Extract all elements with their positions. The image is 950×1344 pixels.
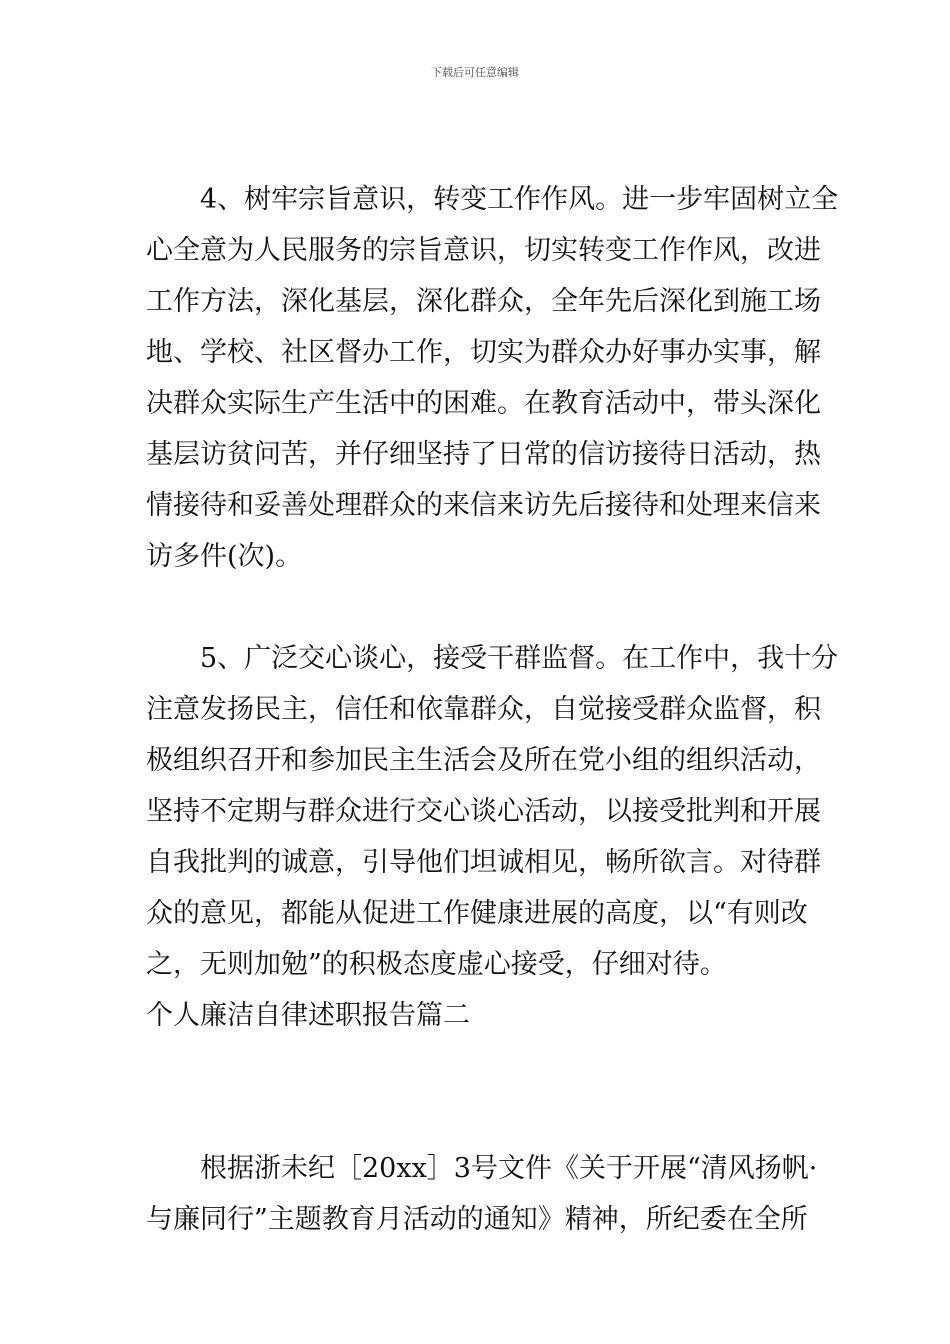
paragraph-line: 心全意为人民服务的宗旨意识，切实转变工作作风，改进 [146,235,821,266]
paragraph-line: 坚持不定期与群众进行交心谈心活动，以接受批判和开展 [146,796,821,827]
paragraph-line: 之，无则加勉”的积极态度虚心接受，仔细对待。 [146,949,727,980]
paragraph-spacer [146,582,816,633]
paragraph-line: 自我批判的诚意，引导他们坦诚相见，畅所欲言。对待群 [146,847,821,878]
paragraph-line: 访多件(次)。 [146,541,303,572]
header-note: 下载后可任意编辑 [431,66,519,79]
body-text [146,174,839,1245]
paragraph-spacer [146,1041,816,1143]
paragraph-line: 众的意见，都能从促进工作健康进展的高度，以“有则改 [146,898,808,929]
paragraph-item-4 [146,174,839,582]
paragraph-line: 4、树牢宗旨意识，转变工作作风。进一步牢固树立全 [200,184,839,215]
paragraph-line: 与廉同行”主题教育月活动的通知》精神，所纪委在全所 [146,1204,808,1235]
paragraph-next-section [146,1143,816,1245]
section-heading: 个人廉洁自律述职报告篇二 [146,1000,470,1031]
paragraph-line: 极组织召开和参加民主生活会及所在党小组的组织活动， [146,745,821,776]
paragraph-line: 情接待和妥善处理群众的来信来访先后接待和处理来信来 [146,490,821,521]
paragraph-line: 5、广泛交心谈心，接受干群监督。在工作中，我十分 [200,643,839,674]
paragraph-line: 决群众实际生产生活中的困难。在教育活动中，带头深化 [146,388,821,419]
paragraph-line: 基层访贫问苦，并仔细坚持了日常的信访接待日活动，热 [146,439,821,470]
paragraph-line: 注意发扬民主，信任和依靠群众，自觉接受群众监督，积 [146,694,821,725]
paragraph-line: 工作方法，深化基层，深化群众，全年先后深化到施工场 [146,286,821,317]
paragraph-line: 地、学校、社区督办工作，切实为群众办好事办实事，解 [146,337,821,368]
paragraph-item-5 [146,633,839,990]
paragraph-line: 根据浙未纪［20xx］3号文件《关于开展“清风扬帆· [200,1153,818,1184]
